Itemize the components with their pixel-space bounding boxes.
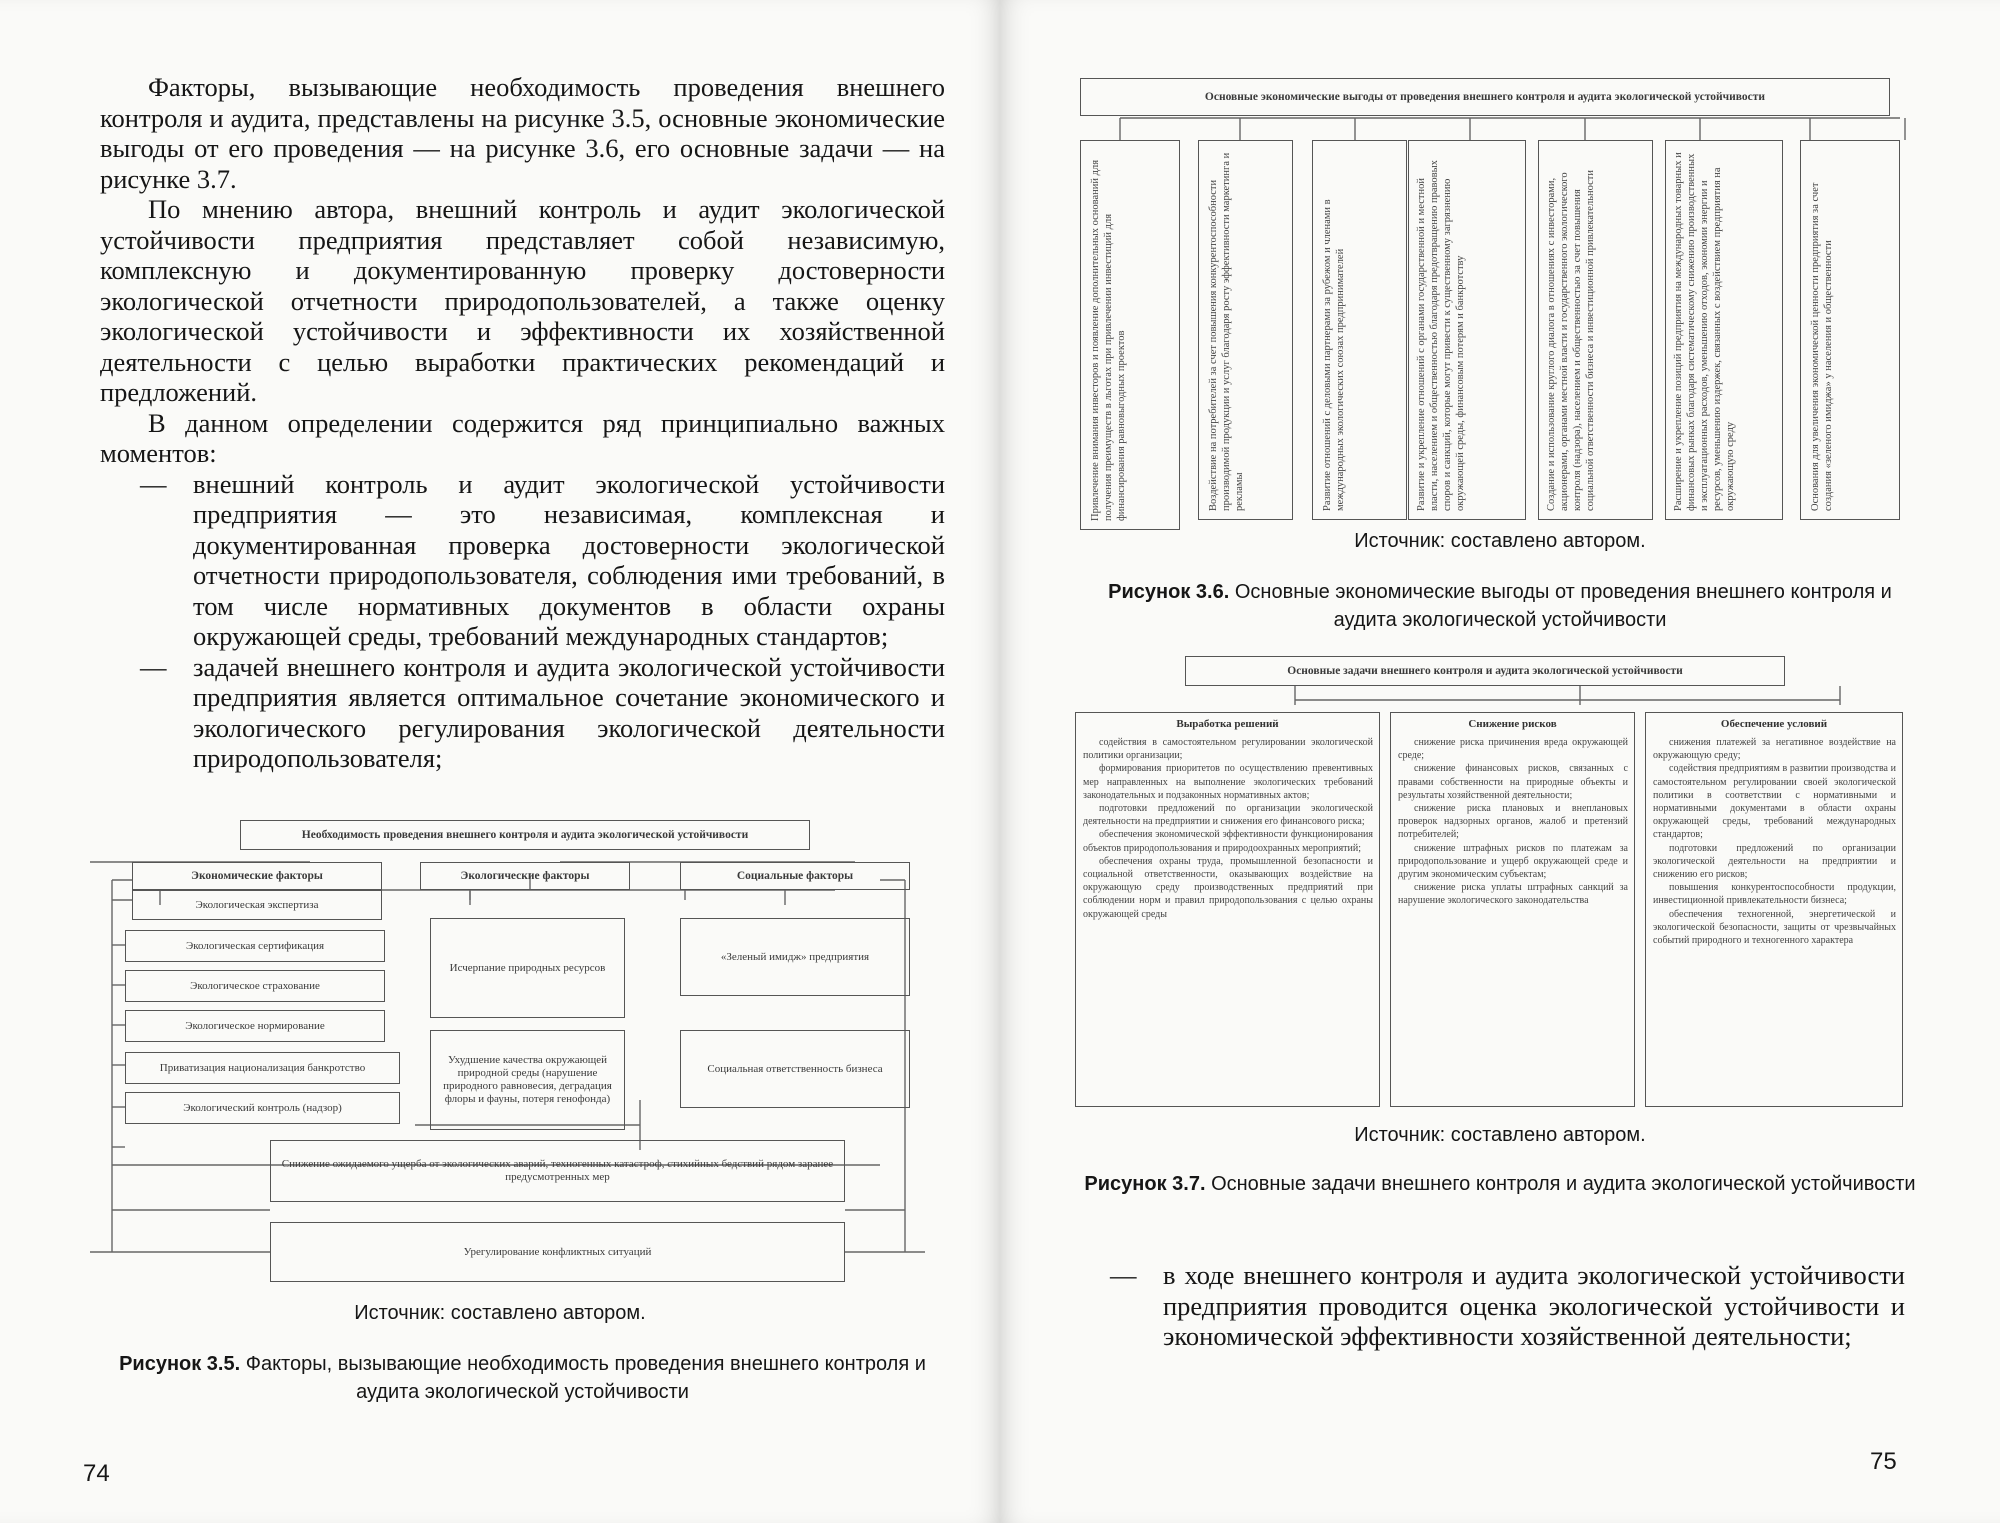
fig35-economic-item: Экологическая экспертиза — [132, 890, 382, 920]
fig35-caption-text: Факторы, вызывающие необходимость проведения внешнего контроля и аудита экологической устойчивости — [245, 1353, 926, 1403]
fig35-column-header: Социальные факторы — [680, 862, 910, 890]
page-number-right: 75 — [1870, 1448, 1897, 1475]
list-item-text: внешний контроль и аудит экологической устойчивости предприятия — это независимая, комплексная и документированная проверка достоверности экологической отчетности природопользователя, соблюдения ими требований, в том числе нормативных документов в области охраны окружающей среды, требований международных стандартов; — [193, 468, 945, 651]
paragraph: В данном определении содержится ряд принципиально важных моментов: — [100, 407, 945, 468]
fig37-caption-text: Основные задачи внешнего контроля и аудита экологической устойчивости — [1211, 1173, 1916, 1195]
page-right — [1000, 0, 2000, 1523]
fig35-social-item: «Зеленый имидж» предприятия — [680, 918, 910, 996]
list-item — [1110, 1260, 1905, 1352]
list-item-text: задачей внешнего контроля и аудита экологической устойчивости предприятия является оптимальное сочетание экономического и экологического регулирования экологической деятельности природопользователя; — [193, 651, 945, 773]
fig37-task-item: обеспечения охраны труда, промышленной безопасности и социальной ответственности, оказывающих воздействие на окружающую среду производственных предприятий при соблюдении норм и правил природопользования с целью охраны окружающей среды — [1083, 855, 1373, 920]
fig35-bottom-box: Урегулирование конфликтных ситуаций — [270, 1222, 845, 1282]
paragraph: По мнению автора, внешний контроль и аудит экологической устойчивости предприятия представляет собой независимую, комплексную и документированную проверку достоверности экологической отчетности природопользователей, а также оценку экологической устойчивости и эффективности их хозяйственной деятельности с целью выработки практических рекомендаций и предложений. — [100, 194, 945, 407]
fig37-task-item: снижение финансовых рисков, связанных с правами собственности на природные объекты и результаты хозяйственной деятельности; — [1398, 763, 1628, 801]
fig36-benefit-text: Создание и использование круглого диалога в отношениях с инвесторами, акционерами, органами местной власти и государственного экологического контроля (надзора), населением и общественностью за счет повышения социальной ответственности бизнеса и инвестиционной привлекательности — [1546, 170, 1596, 511]
fig35-column-header: Экологические факторы — [420, 862, 630, 890]
fig35-ecological-item: Ухудшение качества окружающей природной среды (нарушение природного равновесия, деградация флоры и фауны, потеря генофонда) — [430, 1030, 625, 1130]
fig35-source: Источник: составлено автором. — [354, 1302, 646, 1324]
fig37-task-item: снижение риска уплаты штрафных санкций за нарушение экологического законодательства — [1398, 882, 1628, 907]
fig35-title-box: Необходимость проведения внешнего контроля и аудита экологической устойчивости — [240, 820, 810, 850]
fig35-social-item: Социальная ответственность бизнеса — [680, 1030, 910, 1108]
fig35-caption-label: Рисунок 3.5. — [119, 1353, 241, 1375]
fig37-task-item: подготовки предложений по организации экологической деятельности на предприятии и снижения его финансового риска; — [1083, 803, 1373, 828]
fig37-caption-label: Рисунок 3.7. — [1084, 1173, 1206, 1195]
fig37-task-item: формирования приоритетов по осуществлению превентивных мер направленных на выполнение экологических требований законодательных и подзаконных нормативных актов; — [1083, 763, 1373, 801]
fig37-task-item: содействия предприятиям в развитии производства и самостоятельном регулировании своей экологической политики в соответствии с нормативными и нормативными документами в области охраны окружающей среды, требований международных стандартов; — [1653, 763, 1896, 841]
fig36-benefit-text: Развитие отношений с деловыми партнерами за рубежом и членами в международных экологических союзах предпринимателей — [1322, 199, 1346, 511]
page-number-left: 74 — [83, 1460, 110, 1487]
fig36-caption-label: Рисунок 3.6. — [1108, 581, 1230, 603]
fig36-benefit-text: Расширение и укрепление позиций предприятия на международных товарных и финансовых рынках благодаря систематическому снижению производственных и эксплуатационных расходов, уменьшению отходов, экономии энергии и ресурсов, уменьшению издержек, связанных с воздействием предприятия на окружающую среду — [1673, 152, 1736, 511]
paragraph: Факторы, вызывающие необходимость проведения внешнего контроля и аудита, представлены на рисунке 3.5, основные экономические выгоды от его проведения — на рисунке 3.6, его основные задачи — на рисунке 3.7. — [100, 72, 945, 194]
fig37-column-header: Выработка решений — [1176, 718, 1279, 730]
fig37-title-box: Основные задачи внешнего контроля и аудита экологической устойчивости — [1185, 656, 1785, 686]
fig36-source: Источник: составлено автором. — [1354, 530, 1646, 552]
fig37-column-text — [1398, 736, 1628, 908]
list-dash: — — [1110, 1260, 1137, 1290]
fig37-task-item: обеспечения экономической эффективности функционирования объектов природопользования и природоохранных мероприятий; — [1083, 829, 1373, 854]
right-body-text — [1110, 1260, 1905, 1352]
fig35-economic-item: Экологическая сертификация — [125, 930, 385, 962]
fig37-task-item: повышения конкурентоспособности продукции, инвестиционной привлекательности бизнеса; — [1653, 882, 1896, 907]
fig37-task-item: снижения платежей за негативное воздействие на окружающую среду; — [1653, 737, 1896, 762]
fig37-column-header: Обеспечение условий — [1720, 718, 1828, 730]
fig37-column-header: Снижение рисков — [1468, 718, 1557, 730]
list-dash: — — [140, 651, 167, 682]
fig36-benefit-text: Развитие и укрепление отношений с органами государственной и местной власти, населением и общественностью благодаря предотвращению правовых споров и санкций, которые могут привести к существенному загрязнению окружающей среды, финансовым потерям и банкротству — [1416, 160, 1466, 511]
fig36-title-box: Основные экономические выгоды от проведения внешнего контроля и аудита экологической устойчивости — [1080, 78, 1890, 116]
fig37-caption — [1080, 1170, 1920, 1198]
fig37-task-item: снижение риска плановых и внеплановых проверок надзорных органов, жалоб и претензий потребителей; — [1398, 803, 1628, 841]
fig37-column-text — [1653, 736, 1896, 947]
list-item-text: в ходе внешнего контроля и аудита экологической устойчивости предприятия проводится оценка экологической устойчивости и экономической эффективности хозяйственной деятельности; — [1163, 1260, 1905, 1351]
fig35-economic-item: Экологическое нормирование — [125, 1010, 385, 1042]
fig37-task-item: содействия в самостоятельном регулировании экологической политики организации; — [1083, 737, 1373, 762]
fig35-economic-item: Экологическое страхование — [125, 970, 385, 1002]
fig35-economic-item: Экологический контроль (надзор) — [125, 1092, 400, 1124]
fig36-benefit-text: Воздействие на потребителей за счет повышения конкурентоспособности производимой продукции и услуг благодаря росту эффективности маркетинга и рекламы — [1208, 152, 1245, 511]
fig36-benefit-text: Основания для увеличения экономической ценности предприятия за счет создания «зеленого имиджа» у населения и общественности — [1810, 182, 1834, 511]
fig35-economic-item: Приватизация национализация банкротство — [125, 1052, 400, 1084]
fig35-caption — [100, 1350, 945, 1406]
list-dash: — — [140, 468, 167, 499]
fig37-task-item: обеспечения техногенной, энергетической и экологической безопасности, защиты от чрезвычайных событий природного и техногенного характера — [1653, 908, 1896, 947]
fig35-bottom-box: Снижение ожидаемого ущерба от экологических аварий, техногенных катастроф, стихийных бедствий рядом заранее предусмотренных мер — [270, 1140, 845, 1202]
figure-3-7-diagram — [1000, 0, 2000, 1120]
fig36-benefit-text: Привлечение внимания инвесторов и появление дополнительных оснований для получения преимуществ в льготах при привлечении инвестиций для финансирования равновыгодных проектов — [1090, 159, 1127, 521]
fig37-task-item: снижение риска причинения вреда окружающей среде; — [1398, 737, 1628, 762]
fig37-task-item: подготовки предложений по организации экологической деятельности на предприятии и снижению его рисков; — [1653, 842, 1896, 881]
fig35-ecological-item: Исчерпание природных ресурсов — [430, 918, 625, 1018]
fig36-caption-text: Основные экономические выгоды от проведения внешнего контроля и аудита экологической устойчивости — [1234, 581, 1892, 631]
fig37-task-item: снижение штрафных рисков по платежам за природопользование и ущерб окружающей среде и другим экономическим субъектам; — [1398, 842, 1628, 881]
fig37-source: Источник: составлено автором. — [1354, 1124, 1646, 1146]
fig37-column-text — [1083, 736, 1373, 921]
fig35-column-header: Экономические факторы — [132, 862, 382, 890]
